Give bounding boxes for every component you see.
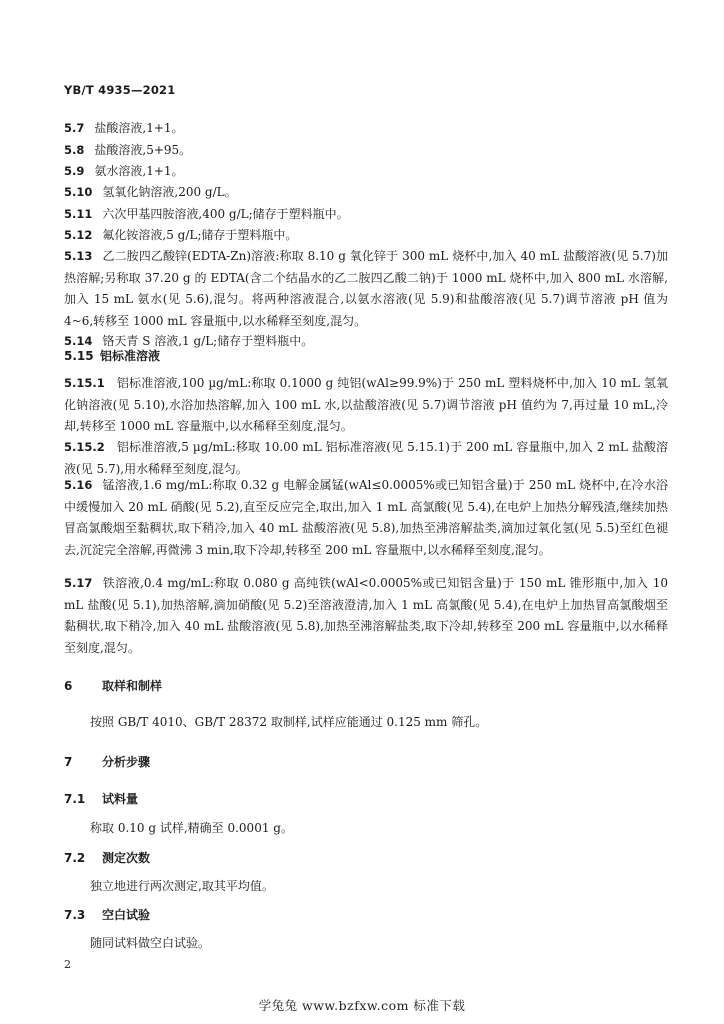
clause-number: 5.14 [64,334,93,348]
clause-title: 铝标准溶液 [100,349,161,363]
section-7-2-text: 独立地进行两次测定,取其平均值。 [90,879,274,893]
section-7-1-heading [64,790,138,808]
section-7-heading [64,753,150,771]
section-number: 7.3 [64,908,86,922]
section-number: 7.2 [64,851,86,865]
clause-5-15-1 [64,373,668,438]
section-title: 空白试验 [102,908,151,922]
section-number: 6 [64,679,73,693]
section-7-3-text: 随同试料做空白试验。 [90,936,211,950]
section-7-1-text: 称取 0.10 g 试样,精确至 0.0001 g。 [90,821,293,835]
clause-number: 5.7 [64,121,85,135]
section-6-heading [64,677,162,695]
section-7-3-heading [64,906,150,924]
clause-text: 铝标准溶液,5 µg/mL:移取 10.00 mL 铝标准溶液(见 5.15.1)于 200 mL 容量瓶中,加入 2 mL 盐酸溶液(见 5.7),用水稀释至刻度,混匀。 [64,440,668,476]
clause-number: 5.9 [64,164,85,178]
clause-number: 5.15 [64,349,94,363]
clause-text: 乙二胺四乙酸锌(EDTA-Zn)溶液:称取 8.10 g 氧化锌于 300 mL 烧杯中,加入 40 mL 盐酸溶液(见 5.7)加热溶解;另称取 37.20 g 的 EDTA(含二个结晶水的乙二胺四乙酸二钠)于 1000 mL 烧杯中,加入 800 mL 水溶解,加入 15 mL 氨水(见 5.6),混匀。将两种溶液混合,以氨水溶液(见 5.9)和盐酸溶液(见 5.7)调节溶液 pH 值为 4~6,转移至 1000 mL 容量瓶中,以水稀释至刻度,混匀。 [64,249,668,328]
clause-text: 氟化铵溶液,5 g/L;储存于塑料瓶中。 [102,228,298,242]
clause-text: 铬天青 S 溶液,1 g/L;储存于塑料瓶中。 [102,334,314,348]
clause-number: 5.15.1 [64,376,105,390]
clause-text: 氨水溶液,1+1。 [94,164,184,178]
clause-number: 5.15.2 [64,440,105,454]
section-title: 取样和制样 [102,679,163,693]
clause-text: 六次甲基四胺溶液,400 g/L;储存于塑料瓶中。 [102,207,349,221]
clause-5-15-2 [64,437,668,480]
clause-text: 氢氧化钠溶液,200 g/L。 [102,185,237,199]
clause-5-16 [64,475,668,561]
section-6-text: 按照 GB/T 4010、GB/T 28372 取制样,试样应能通过 0.125 mm 筛孔。 [90,715,488,729]
clause-5-17 [64,573,668,659]
clause-5-15-heading [64,347,160,365]
clause-number: 5.13 [64,249,93,263]
clause-5-9 [64,161,668,183]
clause-5-8 [64,140,668,162]
clause-text: 铝标准溶液,100 µg/mL:称取 0.1000 g 纯铝(wAl≥99.9%)于 250 mL 塑料烧杯中,加入 10 mL 氢氧化钠溶液(见 5.10),水浴加热溶解,加入 100 mL 水,以盐酸溶液(见 5.7)调节溶液 pH 值约为 7,再过量 10 mL,冷却,转移至 1000 mL 容量瓶中,以水稀释至刻度,混匀。 [64,376,668,433]
clause-number: 5.8 [64,143,85,157]
section-title: 分析步骤 [102,755,151,769]
clause-text: 铁溶液,0.4 mg/mL:称取 0.080 g 高纯铁(wAl<0.0005%或已知铝含量)于 150 mL 锥形瓶中,加入 10 mL 盐酸(见 5.1),加热溶解,滴加硝酸(见 5.2)至溶液澄清,加入 1 mL 高氯酸(见 5.4),在电炉上加热冒高氯酸烟至黏稠状,取下稍冷,加入 40 mL 盐酸溶液(见 5.8),加热至沸溶解盐类,取下冷却,转移至 200 mL 容量瓶中,以水稀释至刻度,混匀。 [64,576,668,655]
section-number: 7 [64,755,73,769]
clause-5-12 [64,225,668,247]
clause-number: 5.17 [64,576,93,590]
page-number: 2 [64,958,71,971]
clause-5-7 [64,118,668,140]
section-title: 测定次数 [102,851,151,865]
clause-text: 盐酸溶液,5+95。 [94,143,192,157]
clause-5-11 [64,204,668,226]
section-title: 试料量 [102,792,139,806]
section-7-2-heading [64,849,150,867]
clause-number: 5.11 [64,207,93,221]
clause-text: 锰溶液,1.6 mg/mL:称取 0.32 g 电解金属锰(wAl≤0.0005%或已知铝含量)于 250 mL 烧杯中,在冷水浴中缓慢加入 20 mL 硝酸(见 5.2),直至反应完全,取出,加入 1 mL 高氯酸(见 5.4),在电炉上加热分解残渣,继续加热冒高氯酸烟至黏稠状,取下稍冷,加入 40 mL 盐酸溶液(见 5.8),加热至沸溶解盐类,滴加过氧化氢(见 5.5)至红色褪去,沉淀完全溶解,再微沸 3 min,取下冷却,转移至 200 mL 容量瓶中,以水稀释至刻度,混匀。 [64,478,668,557]
clause-5-13 [64,246,668,332]
clause-number: 5.16 [64,478,93,492]
clause-number: 5.10 [64,185,93,199]
footer-watermark-text: 学兔兔 www.bzfxw.com 标准下载 [258,998,466,1013]
section-number: 7.1 [64,792,86,806]
clause-text: 盐酸溶液,1+1。 [94,121,184,135]
clause-5-10 [64,182,668,204]
document-code: YB/T 4935—2021 [64,83,176,97]
clause-number: 5.12 [64,228,93,242]
